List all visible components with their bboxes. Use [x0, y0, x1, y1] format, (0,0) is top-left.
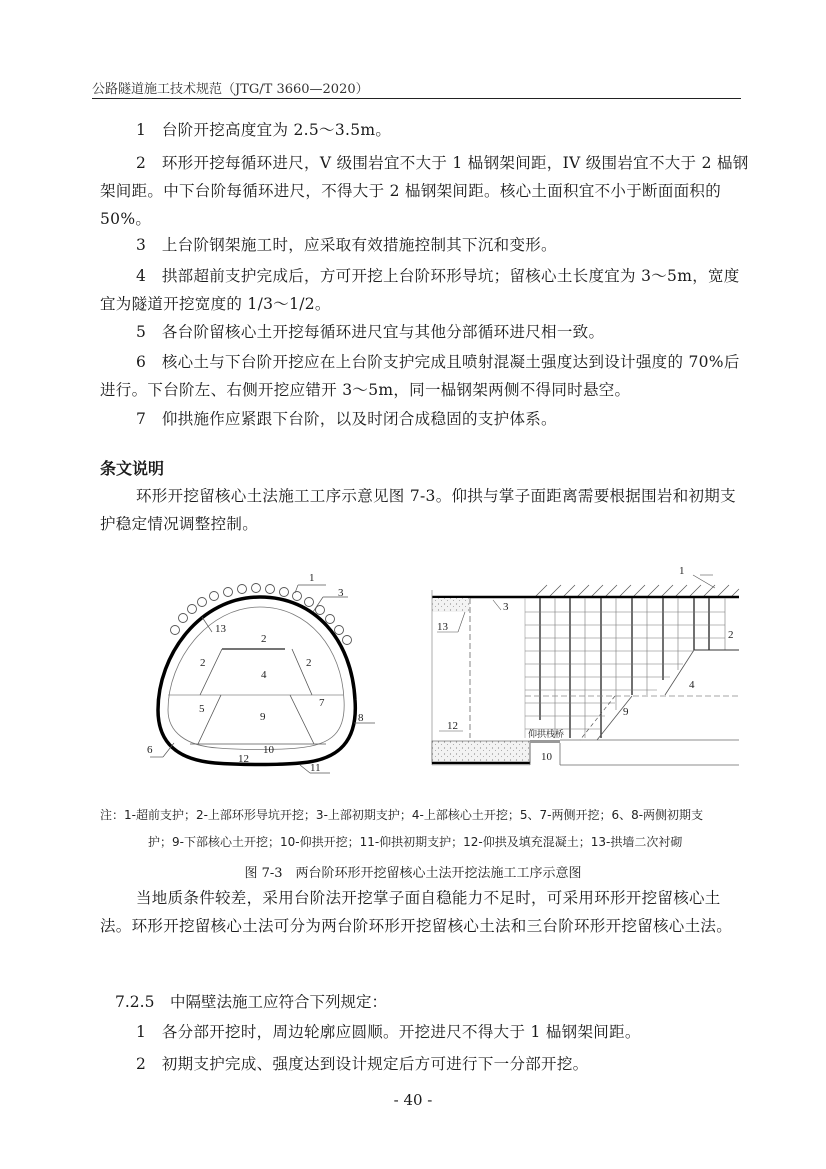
- tunnel-inner-lining: [168, 607, 344, 750]
- page-number: - 40 -: [393, 1091, 433, 1109]
- long-label-1: 1: [679, 565, 685, 577]
- long-label-12: 12: [447, 720, 458, 732]
- label-8: 8: [358, 712, 364, 724]
- long-label-10: 10: [541, 751, 552, 763]
- figure-note-line-2: 护；9-下部核心土开挖；10-仰拱开挖；11-仰拱初期支护；12-仰拱及填充混凝土；13-拱墙二次衬砌: [148, 835, 683, 849]
- label-1: 1: [309, 572, 315, 584]
- label-4: 4: [261, 669, 267, 681]
- header-rule: [92, 98, 741, 99]
- trestle-label: 仰拱栈桥: [528, 729, 565, 739]
- long-label-4: 4: [689, 679, 695, 691]
- clause-item-5: 5 各台阶留核心土开挖每循环进尺宜与其他分部循环进尺相一致。: [136, 323, 605, 341]
- tunnel-cross-section-diagram: [130, 560, 390, 775]
- clause-item-2: 2 环形开挖每循环进尺，V 级围岩宜不大于 1 榀钢架间距，IV 级围岩宜不大于 2 榀钢架间距。中下台阶每循环进尺，不得大于 2 榀钢架间距。核心土面积宜不小于断面面积的 50%。: [100, 154, 749, 228]
- commentary-paragraph-2: 当地质条件较差，采用台阶法开挖掌子面自稳能力不足时，可采用环形开挖留核心土法。环形开挖留核心土法可分为两台阶环形开挖留核心土法和三台阶环形开挖留核心土法。: [100, 889, 733, 935]
- commentary-heading: 条文说明: [100, 459, 165, 478]
- label-10: 10: [263, 744, 274, 756]
- long-label-2: 2: [728, 629, 734, 641]
- figure-caption: 图 7-3 两台阶环形开挖留核心土法开挖法施工工序示意图: [244, 866, 582, 881]
- clause-item-7: 7 仰拱施作应紧跟下台阶，以及时闭合成稳固的支护体系。: [136, 410, 557, 428]
- running-header: 公路隧道施工技术规范（JTG/T 3660—2020）: [92, 82, 369, 97]
- label-12: 12: [238, 753, 249, 765]
- label-13: 13: [215, 623, 226, 635]
- clause-item-3: 3 上台阶钢架施工时，应采取有效措施控制其下沉和变形。: [136, 236, 557, 254]
- long-label-9: 9: [623, 706, 629, 718]
- clause-item-6: 6 核心土与下台阶开挖应在上台阶支护完成且喷射混凝土强度达到设计强度的 70%后进行。下台阶左、右侧开挖应错开 3～5m，同一榀钢架两侧不得同时悬空。: [100, 353, 740, 399]
- label-2-top: 2: [261, 633, 267, 645]
- tunnel-outer-lining: [158, 597, 355, 765]
- label-11: 11: [310, 762, 321, 774]
- label-9: 9: [260, 711, 266, 723]
- section-item-2: 2 初期支护完成、强度达到设计规定后方可进行下一分部开挖。: [136, 1055, 589, 1073]
- clause-item-1: 1 台阶开挖高度宜为 2.5～3.5m。: [136, 121, 392, 139]
- long-label-13: 13: [437, 621, 448, 633]
- figure-note-line-1: 注：1-超前支护；2-上部环形导坑开挖；3-上部初期支护；4-上部核心土开挖；5、7-两侧开挖；6、8-两侧初期支: [100, 808, 704, 822]
- label-7: 7: [319, 697, 325, 709]
- section-item-1: 1 各分部开挖时，周边轮廓应圆顺。开挖进尺不得大于 1 榀钢架间距。: [136, 1023, 641, 1041]
- label-6: 6: [147, 744, 153, 756]
- label-2-right: 2: [306, 657, 312, 669]
- long-label-3: 3: [503, 601, 509, 613]
- tunnel-longitudinal-diagram: [425, 560, 745, 775]
- ground-hatching: [535, 585, 739, 597]
- commentary-paragraph-1: 环形开挖留核心土法施工工序示意见图 7-3。仰拱与掌子面距离需要根据围岩和初期支护稳定情况调整控制。: [100, 487, 736, 533]
- section-7-2-5-title: 7.2.5 中隔壁法施工应符合下列规定：: [115, 993, 387, 1011]
- label-3: 3: [338, 587, 344, 599]
- label-2-left: 2: [200, 657, 206, 669]
- clause-item-4: 4 拱部超前支护完成后，方可开挖上台阶环形导坑；留核心土长度宜为 3～5m，宽度宜为隧道开挖宽度的 1/3～1/2。: [100, 267, 740, 313]
- label-5: 5: [199, 703, 205, 715]
